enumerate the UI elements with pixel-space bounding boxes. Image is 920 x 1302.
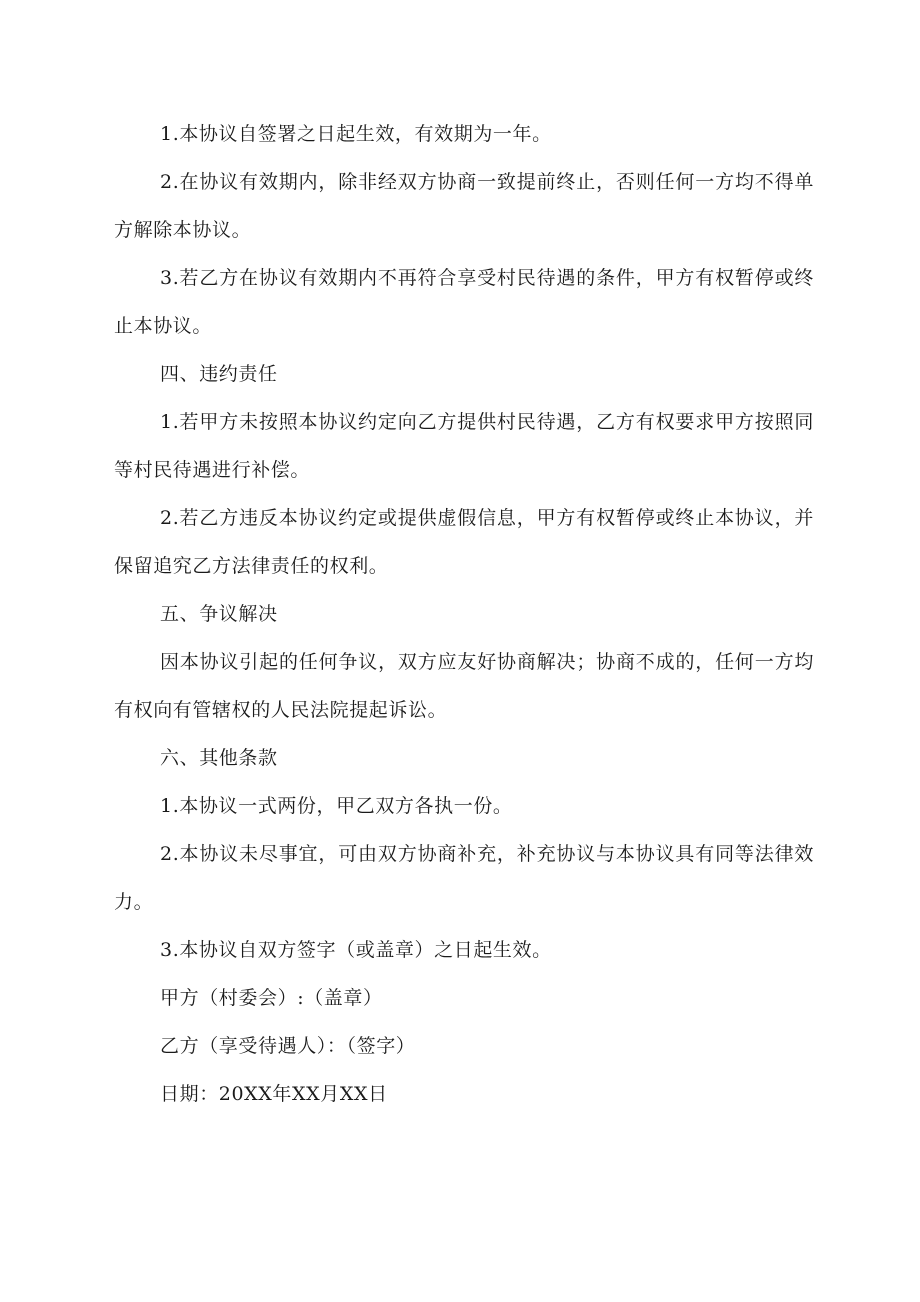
document-body (114, 110, 814, 1118)
clause-dispute-resolution: 因本协议引起的任何争议，双方应友好协商解决；协商不成的，任何一方均有权向有管辖权的人民法院提起诉讼。 (114, 651, 814, 721)
section-heading-other-terms: 六、其他条款 (160, 747, 278, 769)
clause-signature-effect: 3.本协议自双方签字（或盖章）之日起生效。 (160, 939, 552, 961)
clause-copies: 1.本协议一式两份，甲乙双方各执一份。 (160, 795, 513, 817)
clause-party-b-breach: 2.若乙方违反本协议约定或提供虚假信息，甲方有权暂停或终止本协议，并保留追究乙方法律责任的权利。 (114, 507, 814, 577)
clause-eligibility-loss: 3.若乙方在协议有效期内不再符合享受村民待遇的条件，甲方有权暂停或终止本协议。 (114, 267, 814, 337)
section-heading-dispute-resolution: 五、争议解决 (160, 603, 278, 625)
signature-line-party-b: 乙方（享受待遇人）：（签字） (160, 1035, 416, 1057)
clause-party-a-breach: 1.若甲方未按照本协议约定向乙方提供村民待遇，乙方有权要求甲方按照同等村民待遇进行补偿。 (114, 411, 814, 481)
clause-supplementary-agreement: 2.本协议未尽事宜，可由双方协商补充，补充协议与本协议具有同等法律效力。 (114, 843, 814, 913)
date-line: 日期：20XX年XX月XX日 (160, 1083, 388, 1105)
clause-effective-term: 1.本协议自签署之日起生效，有效期为一年。 (160, 123, 552, 145)
section-heading-breach-liability: 四、违约责任 (160, 363, 278, 385)
clause-no-unilateral-termination: 2.在协议有效期内，除非经双方协商一致提前终止，否则任何一方均不得单方解除本协议。 (114, 171, 814, 241)
signature-line-party-a: 甲方（村委会）:（盖章） (160, 987, 383, 1009)
